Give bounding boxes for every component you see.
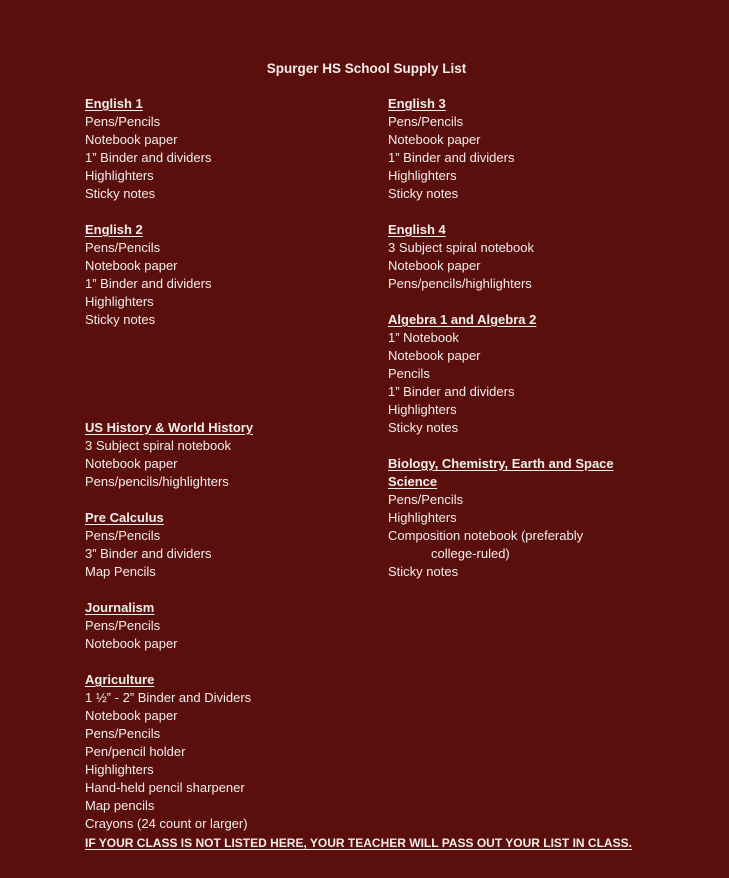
section-english-4 <box>388 221 688 293</box>
list-item: Sticky notes <box>388 420 459 435</box>
list-item: 1 ½” - 2” Binder and Dividers <box>85 690 252 705</box>
list-item: Sticky notes <box>85 186 156 201</box>
list-item: 3” Binder and dividers <box>85 546 212 561</box>
list-item: Notebook paper <box>85 456 178 471</box>
list-item: Sticky notes <box>85 312 156 327</box>
list-item: Notebook paper <box>388 258 481 273</box>
list-item: Pens/Pencils <box>85 618 161 633</box>
list-item: Highlighters <box>85 168 154 183</box>
blank-space <box>85 347 375 419</box>
list-item: Pens/Pencils <box>85 726 161 741</box>
list-item: Pens/Pencils <box>388 492 464 507</box>
list-item: 3 Subject spiral notebook <box>85 438 231 453</box>
list-item: 1” Binder and dividers <box>388 384 515 399</box>
list-item: Notebook paper <box>85 258 178 273</box>
section-heading: Pre Calculus <box>85 510 164 525</box>
list-item: Pens/Pencils <box>85 528 161 543</box>
list-item: Highlighters <box>388 402 457 417</box>
list-item: Highlighters <box>388 510 457 525</box>
section-algebra <box>388 311 688 437</box>
list-item: Highlighters <box>85 294 154 309</box>
list-item: Pens/Pencils <box>388 114 464 129</box>
list-item: Highlighters <box>388 168 457 183</box>
section-us-world-history <box>85 419 375 491</box>
section-heading: Agriculture <box>85 672 155 687</box>
section-heading: English 1 <box>85 96 143 111</box>
section-heading: US History & World History <box>85 420 254 435</box>
list-item: Notebook paper <box>85 708 178 723</box>
list-item: Hand-held pencil sharpener <box>85 780 245 795</box>
section-english-2 <box>85 221 375 329</box>
footer-notice: IF YOUR CLASS IS NOT LISTED HERE, YOUR TEACHER WILL PASS OUT YOUR LIST IN CLASS. <box>85 836 632 850</box>
list-item: Map pencils <box>85 798 155 813</box>
section-pre-calculus <box>85 509 375 581</box>
list-item: Pens/pencils/highlighters <box>388 276 532 291</box>
list-item: Pens/pencils/highlighters <box>85 474 229 489</box>
list-item: Pens/Pencils <box>85 240 161 255</box>
left-column <box>85 95 375 851</box>
list-item: Pen/pencil holder <box>85 744 186 759</box>
list-item: 1” Binder and dividers <box>85 276 212 291</box>
list-item: Pencils <box>388 366 430 381</box>
section-heading: English 4 <box>388 222 446 237</box>
list-item: college-ruled) <box>431 546 510 561</box>
section-sciences <box>388 455 688 581</box>
section-agriculture <box>85 671 375 833</box>
list-item: 1” Binder and dividers <box>85 150 212 165</box>
page-title: Spurger HS School Supply List <box>266 61 467 76</box>
list-item: Highlighters <box>85 762 154 777</box>
list-item: Sticky notes <box>388 186 459 201</box>
section-english-3 <box>388 95 688 203</box>
section-heading: Biology, Chemistry, Earth and Space <box>388 456 614 471</box>
list-item: Notebook paper <box>388 132 481 147</box>
list-item: Crayons (24 count or larger) <box>85 816 248 831</box>
list-item: 3 Subject spiral notebook <box>388 240 534 255</box>
list-item: Notebook paper <box>85 132 178 147</box>
section-english-1 <box>85 95 375 203</box>
list-item: Notebook paper <box>85 636 178 651</box>
section-heading: English 3 <box>388 96 446 111</box>
section-heading: Algebra 1 and Algebra 2 <box>388 312 537 327</box>
list-item: 1” Binder and dividers <box>388 150 515 165</box>
list-item: 1” Notebook <box>388 330 459 345</box>
list-item: Map Pencils <box>85 564 156 579</box>
list-item: Composition notebook (preferably <box>388 528 584 543</box>
list-item: Sticky notes <box>388 564 459 579</box>
section-heading: English 2 <box>85 222 143 237</box>
list-item: Notebook paper <box>388 348 481 363</box>
section-heading: Journalism <box>85 600 155 615</box>
list-item: Pens/Pencils <box>85 114 161 129</box>
section-journalism <box>85 599 375 653</box>
right-column <box>388 95 688 599</box>
section-heading: Science <box>388 474 438 489</box>
